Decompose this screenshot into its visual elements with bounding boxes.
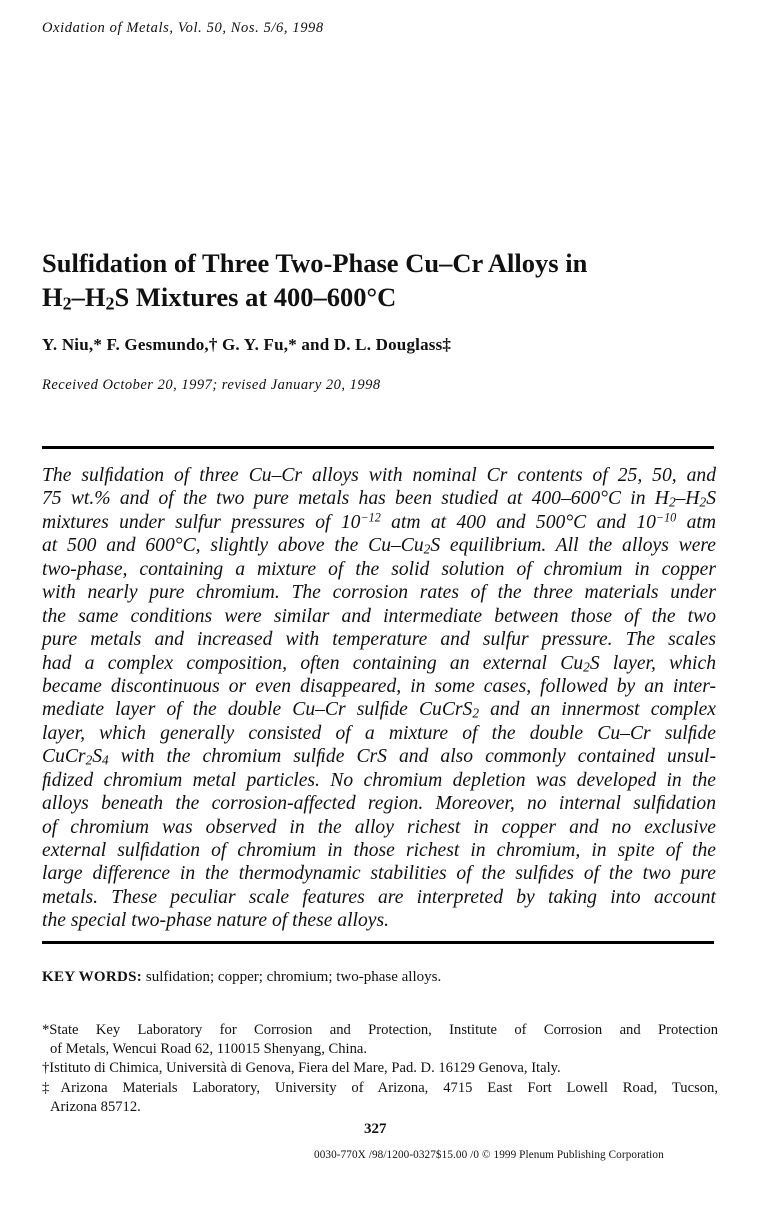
received-dates: Received October 20, 1997; revised January 20, 1998 — [42, 377, 381, 393]
abstract-line: The sulﬁdation of three Cu–Cr alloys with nominal Cr contents of 25, 50, and — [42, 465, 716, 486]
footnote-line: of Metals, Wencui Road 62, 110015 Shenyang, China. — [50, 1041, 368, 1058]
abstract-line: became discontinuous or even disappeared, in some cases, followed by an inter- — [42, 675, 716, 697]
abstract-line: ﬁdized chromium metal particles. No chromium depletion was developed in the — [42, 769, 716, 791]
abstract-line: had a complex composition, often containing an external $Cu_2S$ layer, which — [42, 652, 716, 675]
copyright-line: 0030-770X /98/1200-0327$15.00 /0 © 1999 Plenum Publishing Corporation — [314, 1149, 664, 1161]
affiliation-footnotes — [42, 1021, 718, 1117]
abstract-line: $CuCr_2S_4$ with the chromium sulﬁde CrS and also commonly contained unsul- — [42, 746, 716, 768]
abstract-line: with nearly pure chromium. The corrosion rates of the three materials under — [42, 582, 716, 604]
footnote-line: *State Key Laboratory for Corrosion and Protection, Institute of Corrosion and Protection — [42, 1022, 718, 1038]
abstract-line: external sulﬁdation of chromium in those richest in chromium, in spite of the — [42, 840, 716, 861]
page-number: 327 — [364, 1121, 387, 1137]
abstract-line: mediate layer of the double Cu–Cr sulﬁde CuCrS$_2$ and an innermost complex — [42, 699, 716, 722]
keywords-text: sulfidation; copper; chromium; two-phase alloys. — [142, 969, 442, 985]
footnote-line: †Istituto di Chimica, Università di Genova, Fiera del Mare, Pad. D. 16129 Genova, Italy. — [42, 1060, 561, 1077]
abstract-line: metals. These peculiar scale features are interpreted by taking into account — [42, 886, 716, 908]
title-line-1: Sulfidation of Three Two-Phase Cu–Cr Alloys in — [42, 248, 588, 278]
footnote-line: Arizona 85712. — [50, 1098, 141, 1115]
abstract-line: 75 wt.% and of the two pure metals has been studied at 400–600°C in $H_2-H_2S$ — [42, 488, 716, 511]
abstract-line: the same conditions were similar and intermediate between those of the two — [42, 605, 716, 627]
title-line-2: $H_2-H_2S$ Mixtures at 400–600°C — [42, 282, 397, 314]
abstract-line: large difference in the thermodynamic stabilities of the sulﬁdes of the two pure — [42, 863, 716, 885]
author-list: Y. Niu,* F. Gesmundo,† G. Y. Fu,* and D. L. Douglass‡ — [42, 335, 452, 354]
abstract-line: of chromium was observed in the alloy richest in copper and no exclusive — [42, 816, 716, 838]
abstract — [42, 464, 716, 933]
abstract-line: mixtures under sulfur pressures of $10^{-12}$ atm at 400 and 500°C and $10^{-10}$ atm — [42, 510, 717, 533]
journal-citation: Oxidation of Metals, Vol. 50, Nos. 5/6, 1998 — [42, 20, 324, 36]
abstract-line: two-phase, containing a mixture of the solid solution of chromium in copper — [42, 558, 716, 580]
abstract-line: layer, which generally consisted of a mixture of the double Cu–Cr sulﬁde — [42, 722, 716, 744]
keywords-label: KEY WORDS: — [42, 969, 143, 985]
abstract-line: the special two-phase nature of these alloys. — [42, 910, 390, 932]
abstract-line: at 500 and 600°C, slightly above the $Cu-Cu_2S$ equilibrium. All the alloys were — [42, 535, 716, 557]
article-title — [42, 246, 587, 314]
abstract-line: pure metals and increased with temperature and sulfur pressure. The scales — [42, 629, 716, 651]
keywords — [42, 969, 441, 986]
footnote-line: ‡Arizona Materials Laboratory, University of Arizona, 4715 East Fort Lowell Road, Tucson, — [42, 1079, 718, 1096]
abstract-bottom-rule — [42, 941, 714, 944]
abstract-top-rule — [42, 446, 714, 449]
abstract-line: alloys beneath the corrosion-affected region. Moreover, no internal sulﬁdation — [42, 793, 716, 815]
